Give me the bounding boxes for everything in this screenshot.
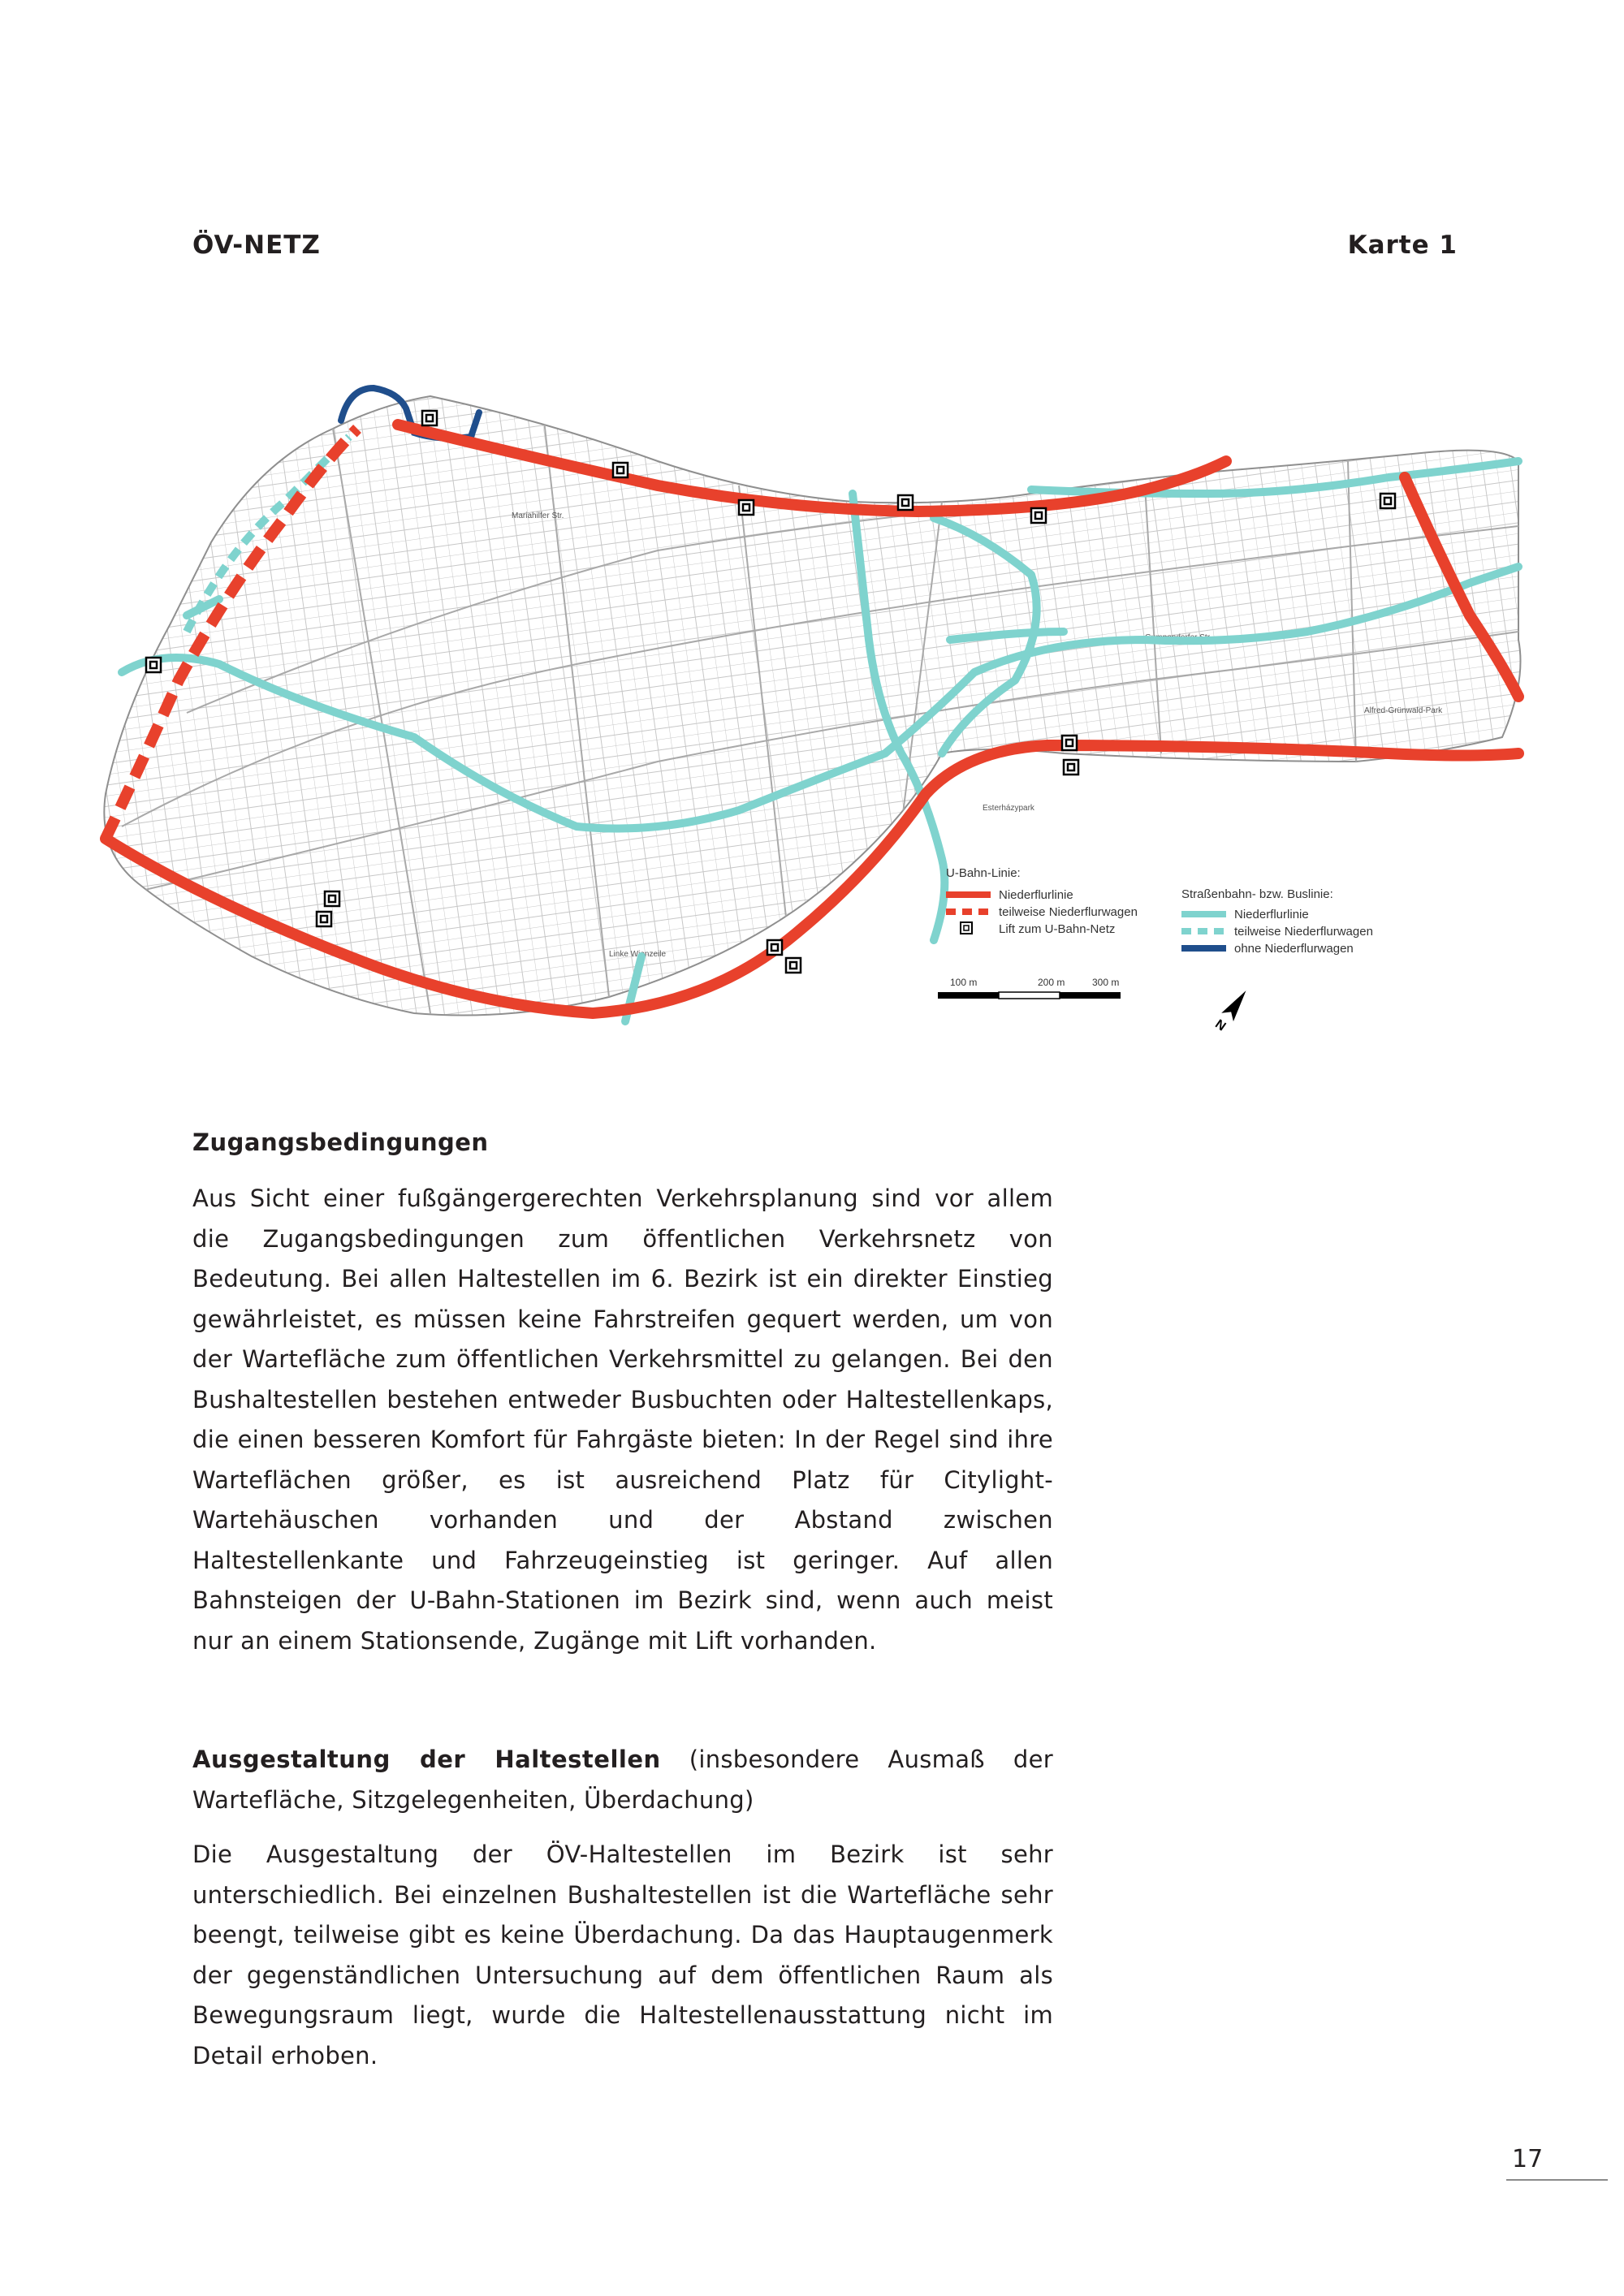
section-heading: Zugangsbedingungen bbox=[192, 1129, 489, 1156]
legend-ubahn-item: Niederflurlinie bbox=[999, 888, 1073, 902]
section-heading: Ausgestaltung der Haltestellen bbox=[192, 1746, 661, 1773]
legend-tram-heading: Straßenbahn- bzw. Buslinie: bbox=[1181, 887, 1333, 901]
scale-label: 300 m bbox=[1092, 977, 1120, 988]
scale-label: 200 m bbox=[1038, 977, 1065, 988]
page-number-rule bbox=[1506, 2179, 1608, 2181]
lift-marker bbox=[317, 912, 331, 926]
section-heading-line bbox=[192, 1740, 1053, 1820]
scale-bar bbox=[938, 977, 1121, 999]
transit-network-map bbox=[89, 372, 1551, 1038]
legend-tram bbox=[1181, 887, 1373, 956]
scale-label: 100 m bbox=[950, 977, 978, 988]
legend-ubahn bbox=[946, 866, 1138, 936]
legend-tram-item: ohne Niederflurwagen bbox=[1234, 942, 1354, 956]
lift-marker bbox=[739, 500, 754, 515]
legend-ubahn-item: teilweise Niederflurwagen bbox=[999, 905, 1138, 919]
page-title: ÖV-NETZ bbox=[192, 231, 321, 260]
page-number: 17 bbox=[1512, 2145, 1544, 2173]
lift-marker bbox=[1064, 760, 1078, 775]
lift-marker bbox=[1380, 494, 1395, 508]
legend-tram-item: teilweise Niederflurwagen bbox=[1234, 925, 1373, 939]
lift-marker bbox=[1062, 736, 1077, 750]
section-zugangsbedingungen bbox=[192, 1129, 1053, 1661]
lift-marker bbox=[146, 658, 161, 672]
north-arrow-icon bbox=[1212, 986, 1252, 1036]
map-label: Karte 1 bbox=[1347, 231, 1458, 260]
section-subtitle: (insbesondere Ausmaß der Wartefläche, Sitzgelegenheiten, Überdachung) bbox=[192, 1746, 1053, 1814]
svg-text:Linke Wienzeile: Linke Wienzeile bbox=[609, 950, 667, 959]
lift-marker bbox=[422, 411, 437, 425]
svg-text:Linke Wienzeile: Linke Wienzeile bbox=[1234, 743, 1292, 752]
svg-text:Alfred-Grünwald-Park: Alfred-Grünwald-Park bbox=[1364, 706, 1443, 715]
svg-text:Gumpendorfer Str.: Gumpendorfer Str. bbox=[1145, 633, 1212, 642]
lift-marker bbox=[613, 463, 628, 477]
section-body: Die Ausgestaltung der ÖV-Haltestellen im Bezirk ist sehr unterschiedlich. Bei einzelnen Bushaltestellen ist die Wartefläche sehr beengt, teilweise gibt es keine Überdachung. Da das Hauptaugenmerk der gegenständlichen Untersuchung auf dem öffentlichen Raum als Bewegungsraum liegt, wurde die Haltestellenausstattung nicht im Detail erhoben. bbox=[192, 1841, 1053, 2069]
lift-marker bbox=[767, 940, 782, 955]
legend-ubahn-heading: U-Bahn-Linie: bbox=[946, 866, 1021, 880]
lift-marker bbox=[325, 891, 339, 906]
legend-ubahn-item: Lift zum U-Bahn-Netz bbox=[999, 922, 1116, 936]
legend-tram-item: Niederflurlinie bbox=[1234, 908, 1309, 921]
lift-marker bbox=[786, 958, 801, 973]
lift-marker bbox=[898, 495, 913, 510]
section-body: Aus Sicht einer fußgängergerechten Verkehrsplanung sind vor allem die Zugangsbedingungen zum öffentlichen Verkehrsnetz von Bedeutung. Bei allen Haltestellen im 6. Bezirk ist ein direkter Einstieg gewährleistet, es müssen keine Fahrstreifen gequert werden, um von der Wartefläche zum öffentlichen Verkehrsmittel zu gelangen. Bei den Bushaltestellen bestehen entweder Busbuchten oder Haltestellenkaps, die einen besseren Komfort für Fahrgäste bieten: In der Regel sind ihre Warteflächen größer, es ist ausreichend Platz für Citylight-Wartehäuschen vorhanden und der Abstand zwischen Haltestellenkante und Fahrzeugeinstieg ist geringer. Auf allen Bahnsteigen der U-Bahn-Stationen im Bezirk sind, wenn auch meist nur an einem Stationsende, Zugänge mit Lift vorhanden. bbox=[192, 1185, 1053, 1655]
section-haltestellen bbox=[192, 1740, 1053, 2076]
svg-text:N: N bbox=[1212, 1016, 1229, 1034]
lift-marker bbox=[1031, 508, 1046, 523]
svg-text:Mariahilfer Str.: Mariahilfer Str. bbox=[512, 511, 564, 520]
svg-text:Esterházypark: Esterházypark bbox=[983, 804, 1034, 813]
